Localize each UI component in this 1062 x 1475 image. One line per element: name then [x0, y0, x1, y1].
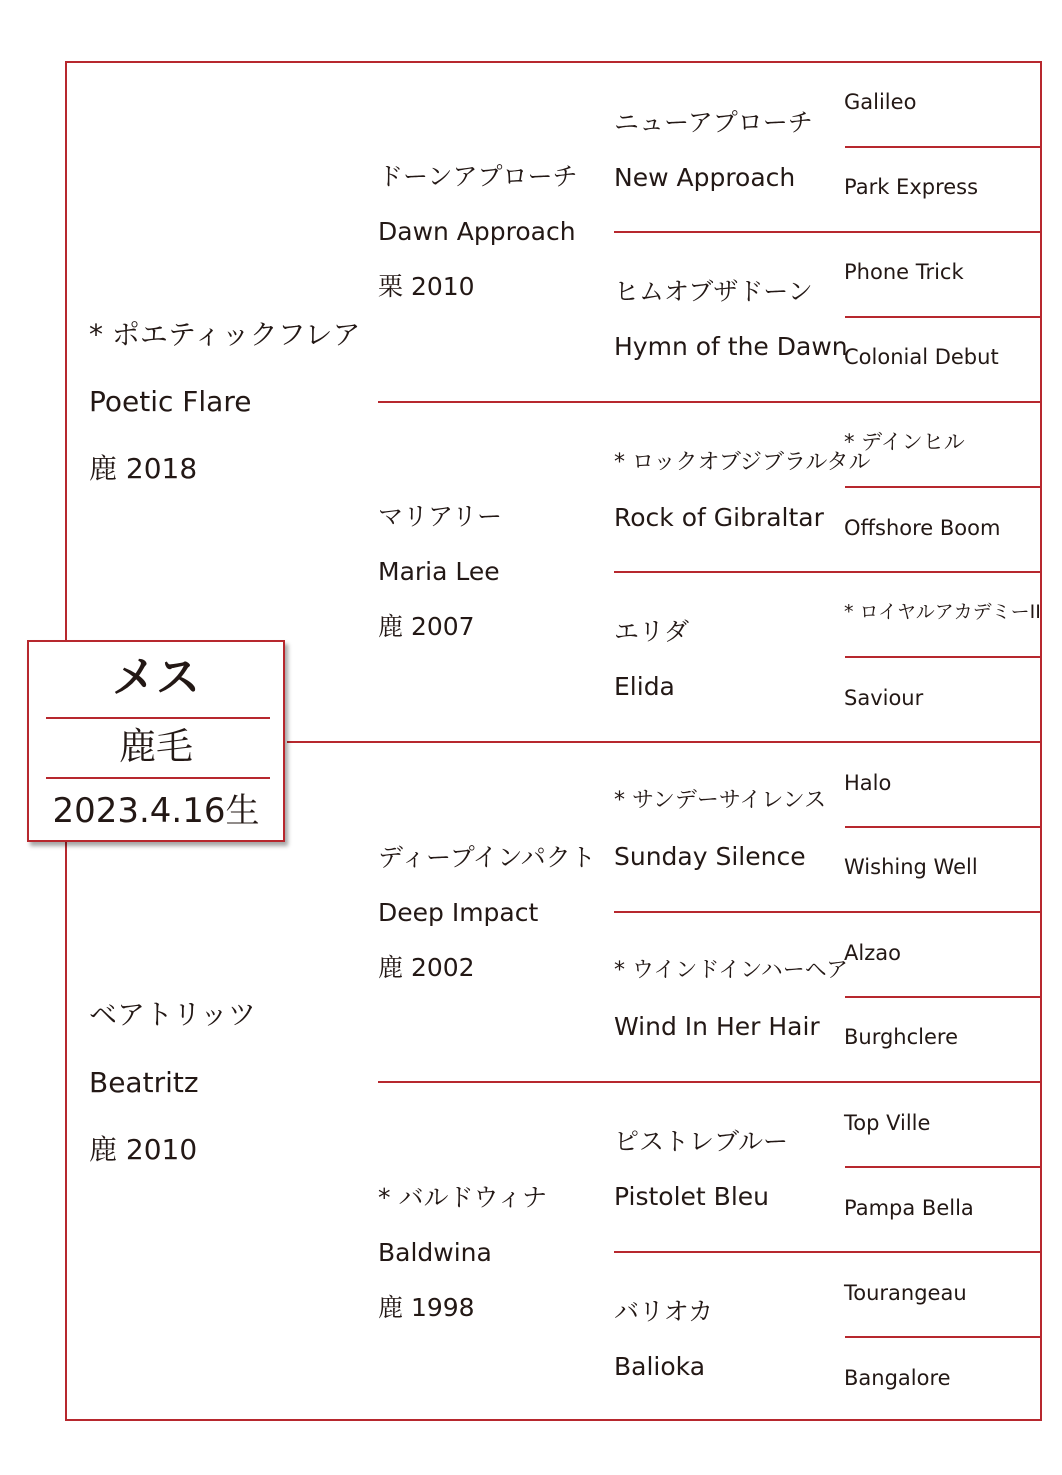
divider-gen4	[845, 486, 1042, 488]
gen4-name: Halo	[844, 771, 892, 795]
gen3-name-jp: * サンデーサイレンス	[614, 788, 827, 813]
gen4-name: Pampa Bella	[844, 1196, 974, 1220]
gen3-name-en: Wind In Her Hair	[614, 1012, 820, 1041]
gen4-name: Saviour	[844, 686, 924, 710]
divider-gen4	[845, 316, 1042, 318]
divider-gen4	[845, 1166, 1042, 1168]
dam-name-jp: ベアトリッツ	[89, 998, 256, 1031]
gen4-name: Wishing Well	[844, 855, 978, 879]
dam-dam-name-en: Baldwina	[378, 1238, 492, 1267]
box-divider	[46, 777, 270, 779]
divider-gen4	[845, 656, 1042, 658]
gen3-name-en: Hymn of the Dawn	[614, 332, 848, 361]
divider-sire-gen2	[378, 401, 1042, 403]
box-divider	[46, 717, 270, 719]
gen3-name-en: Balioka	[614, 1352, 706, 1381]
gen4-name: Bangalore	[844, 1366, 951, 1390]
gen4-name: Park Express	[844, 175, 979, 199]
sire-name-en: Poetic Flare	[89, 385, 252, 418]
dam-dam-name-jp: * バルドウィナ	[378, 1183, 547, 1212]
horse-birth-date: 2023.4.16生	[52, 791, 260, 831]
gen4-name: Colonial Debut	[844, 345, 999, 369]
sire-coat-year: 鹿 2018	[89, 452, 198, 485]
gen3-name-jp: バリオカ	[614, 1297, 714, 1326]
divider-gen4	[845, 826, 1042, 828]
gen3-name-jp: ニューアプローチ	[614, 108, 813, 137]
sire-sire-coat-year: 栗 2010	[378, 272, 475, 301]
gen4-name: * デインヒル	[844, 430, 965, 454]
sire-sire-name-en: Dawn Approach	[378, 217, 576, 246]
horse-coat: 鹿毛	[119, 725, 193, 768]
sire-dam-name-jp: マリアリー	[378, 502, 503, 531]
gen3-name-en: New Approach	[614, 163, 796, 192]
divider-gen3	[614, 1251, 1042, 1253]
gen3-name-jp: ピストレブルー	[614, 1127, 789, 1156]
gen4-name: * ロイヤルアカデミーII	[844, 601, 1041, 623]
sire-name-jp: * ポエティックフレア	[89, 318, 361, 351]
dam-sire-name-en: Deep Impact	[378, 898, 539, 927]
gen4-name: Phone Trick	[844, 260, 964, 284]
gen3-name-en: Elida	[614, 672, 675, 701]
gen4-name: Offshore Boom	[844, 516, 1001, 540]
gen4-name: Burghclere	[844, 1025, 959, 1049]
gen3-name-en: Rock of Gibraltar	[614, 503, 824, 532]
gen4-name: Alzao	[844, 941, 901, 965]
sire-dam-name-en: Maria Lee	[378, 557, 500, 586]
gen3-name-jp: ヒムオブザドーン	[614, 277, 813, 306]
divider-gen3	[614, 231, 1042, 233]
divider-gen4	[845, 1336, 1042, 1338]
dam-name-en: Beatritz	[89, 1066, 199, 1099]
gen3-name-jp: エリダ	[614, 617, 690, 646]
gen3-name-jp: * ロックオブジブラルタル	[614, 450, 871, 475]
gen3-name-jp: * ウインドインハーヘア	[614, 958, 849, 983]
gen3-name-en: Sunday Silence	[614, 842, 806, 871]
divider-gen4	[845, 146, 1042, 148]
gen3-name-en: Pistolet Bleu	[614, 1182, 769, 1211]
gen4-name: Tourangeau	[844, 1281, 967, 1305]
divider-gen4	[845, 996, 1042, 998]
horse-sex: メス	[112, 652, 200, 703]
dam-sire-coat-year: 鹿 2002	[378, 953, 475, 982]
sire-dam-coat-year: 鹿 2007	[378, 612, 475, 641]
horse-info-box	[27, 640, 285, 842]
dam-dam-coat-year: 鹿 1998	[378, 1293, 475, 1322]
sire-sire-name-jp: ドーンアプローチ	[378, 162, 578, 191]
gen4-name: Galileo	[844, 90, 917, 114]
divider-sire-dam	[287, 741, 1042, 743]
divider-dam-gen2	[378, 1081, 1042, 1083]
divider-gen3	[614, 911, 1042, 913]
divider-gen3	[614, 571, 1042, 573]
dam-sire-name-jp: ディープインパクト	[378, 843, 596, 872]
dam-coat-year: 鹿 2010	[89, 1133, 198, 1166]
gen4-name: Top Ville	[844, 1111, 931, 1135]
